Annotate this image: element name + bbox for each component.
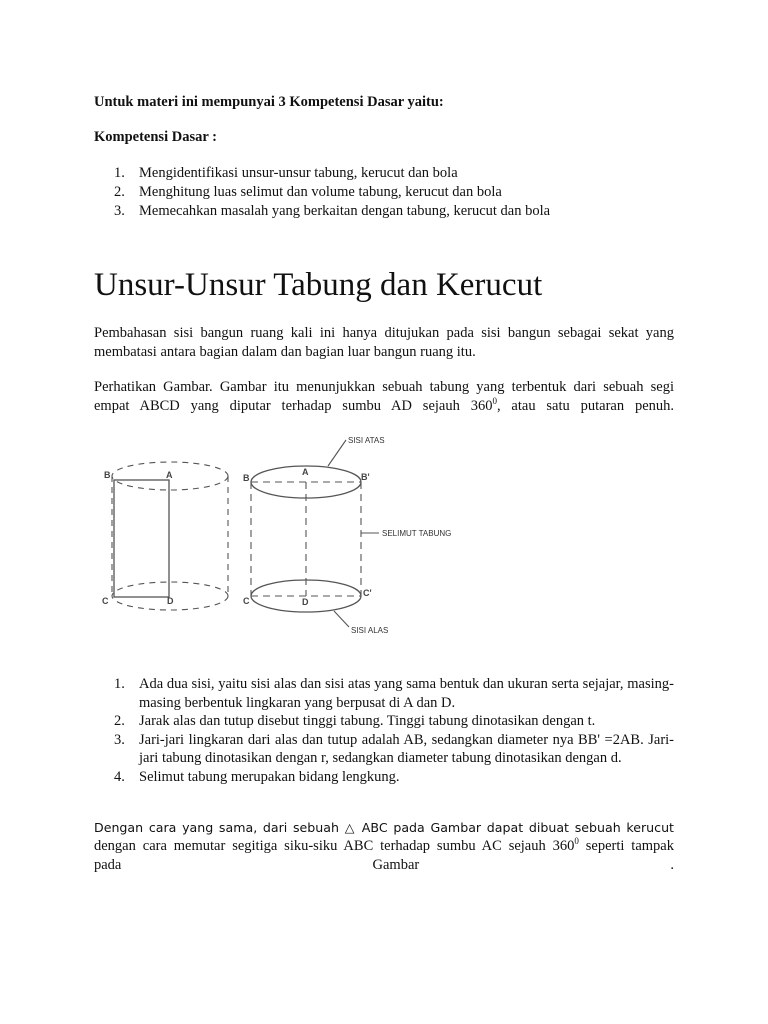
label-b-left: B bbox=[104, 470, 111, 480]
label-c-prime: C' bbox=[363, 588, 372, 598]
paragraph-3-line-3: pada Gambar . bbox=[94, 857, 674, 873]
label-d-left: D bbox=[167, 596, 174, 606]
paragraph-3-line-2: dengan cara memutar segitiga siku-siku ABC terhadap sumbu AC sejauh $360^0$ seperti tampak bbox=[94, 836, 674, 854]
cylinder-figure bbox=[94, 430, 514, 645]
list-item: 3. Jari-jari lingkaran dari alas dan tutup adalah AB, sedangkan diameter nya BB' =2AB. Jari-jari tabung dinotasikan dengan r, sedangkan diameter tabung dinotasikan dengan d. bbox=[114, 731, 674, 766]
list-item: 2. Jarak alas dan tutup disebut tinggi tabung. Tinggi tabung dinotasikan dengan t. bbox=[114, 713, 596, 729]
pointer-sisi-alas bbox=[334, 611, 349, 627]
list-item: 3. Memecahkan masalah yang berkaitan dengan tabung, kerucut dan bola bbox=[114, 203, 551, 219]
paragraph-3-line-1: Dengan cara yang sama, dari sebuah △ ABC pada Gambar dapat dibuat sebuah kerucut bbox=[94, 820, 674, 835]
paragraph-3 bbox=[94, 818, 674, 875]
label-c-left: C bbox=[102, 596, 109, 606]
section-heading: Unsur-Unsur Tabung dan Kerucut bbox=[94, 267, 543, 303]
list-item: 4. Selimut tabung merupakan bidang lengkung. bbox=[114, 768, 400, 785]
kompetensi-list bbox=[114, 164, 674, 221]
label-c: C bbox=[243, 596, 250, 606]
properties-list bbox=[114, 675, 674, 786]
list-item: 1. Mengidentifikasi unsur-unsur tabung, kerucut dan bola bbox=[114, 165, 458, 181]
paragraph-2: Perhatikan Gambar. Gambar itu menunjukkan sebuah tabung yang terbentuk dari sebuah segi empat ABCD yang diputar terhadap sumbu AD sejauh $360^0$, atau satu putaran penuh. bbox=[94, 379, 674, 414]
pointer-sisi-atas bbox=[328, 440, 346, 466]
label-sisi-alas: SISI ALAS bbox=[351, 626, 389, 635]
paragraph-1: Pembahasan sisi bangun ruang kali ini hanya ditujukan pada sisi bangun sebagai sekat yang membatasi antara bagian dalam dan bagian luar bangun ruang itu. bbox=[94, 325, 674, 360]
list-item: 2. Menghitung luas selimut dan volume tabung, kerucut dan bola bbox=[114, 184, 502, 200]
label-d: D bbox=[302, 597, 309, 607]
label-a-left: A bbox=[166, 470, 173, 480]
kompetensi-title: Kompetensi Dasar : bbox=[94, 129, 217, 145]
label-selimut-tabung: SELIMUT TABUNG bbox=[382, 529, 452, 538]
label-sisi-atas: SISI ATAS bbox=[348, 436, 385, 445]
rectangle-abcd bbox=[114, 480, 169, 597]
intro-text: Untuk materi ini mempunyai 3 Kompetensi Dasar yaitu: bbox=[94, 94, 444, 110]
label-b: B bbox=[243, 473, 250, 483]
list-item: 1. Ada dua sisi, yaitu sisi alas dan sisi atas yang sama bentuk dan ukuran serta sejajar, masing-masing berbentuk lingkaran yang berpusat di A dan D. bbox=[114, 676, 674, 711]
label-a: A bbox=[302, 467, 309, 477]
label-b-prime: B' bbox=[361, 472, 370, 482]
